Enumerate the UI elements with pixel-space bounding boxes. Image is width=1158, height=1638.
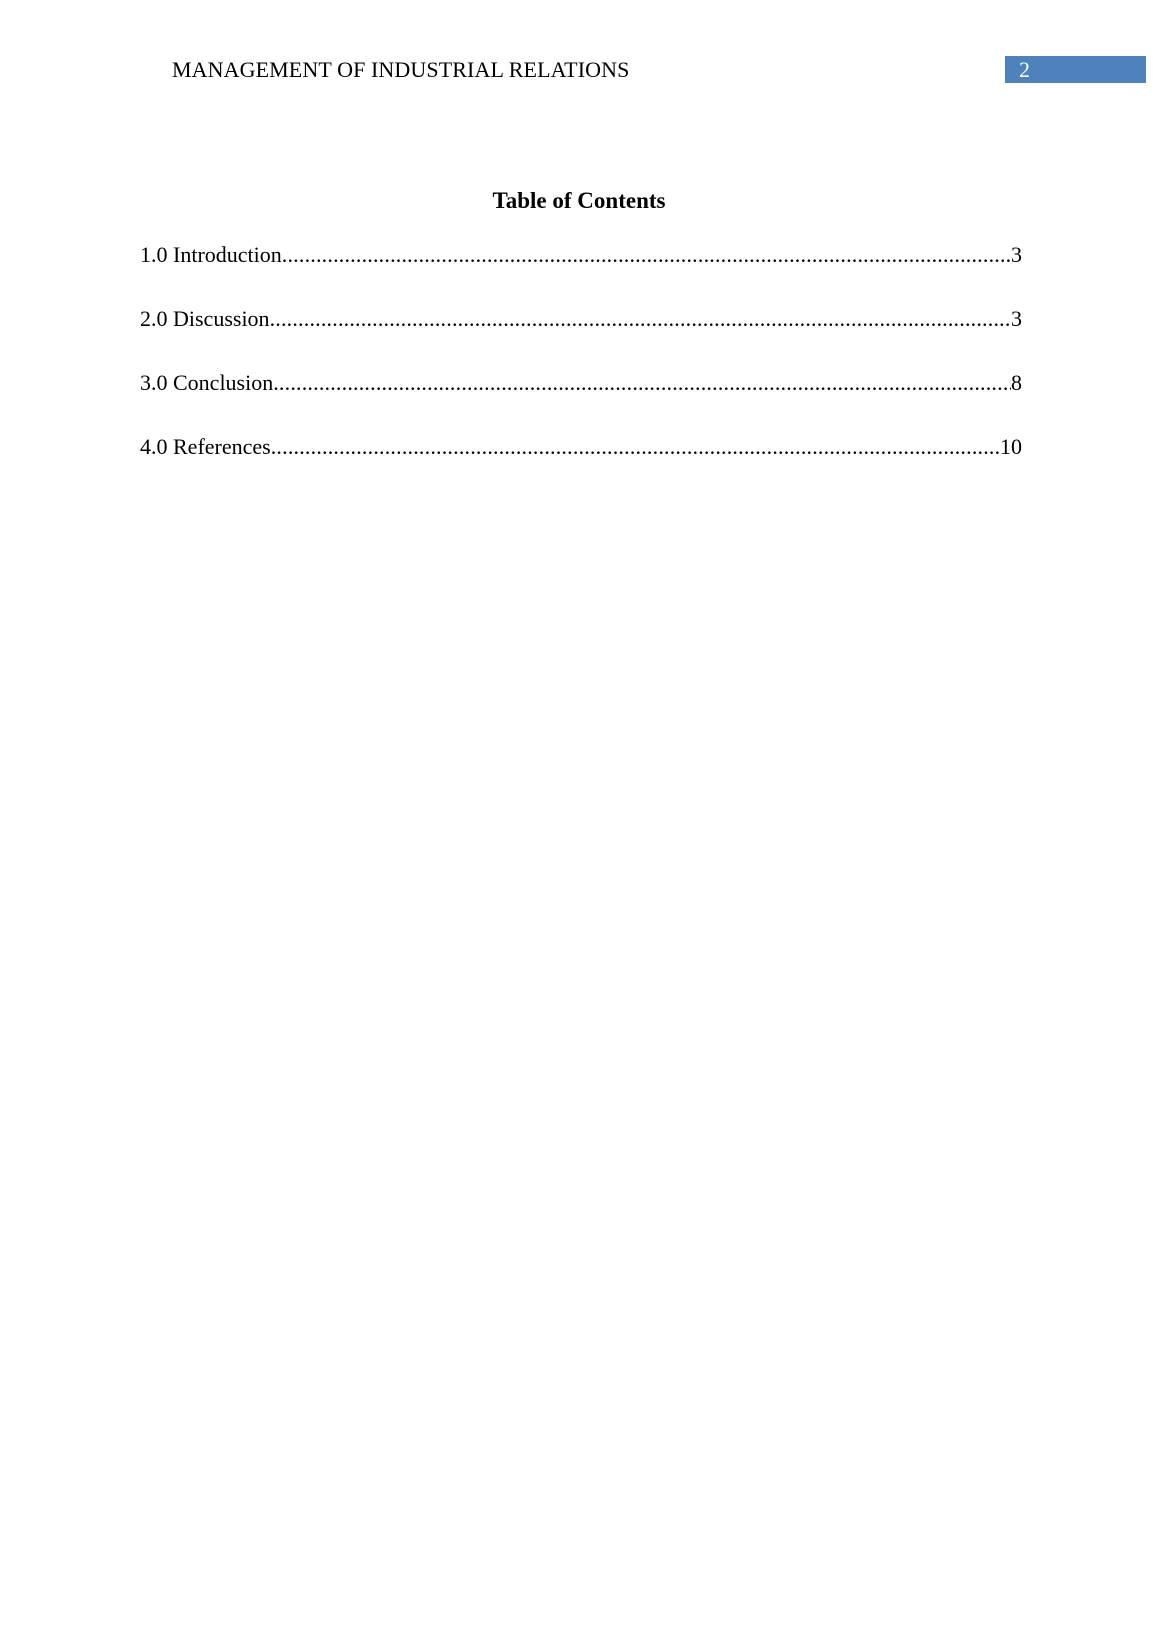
toc-entry-label: 3.0 Conclusion (140, 370, 274, 395)
toc-entry-conclusion[interactable] (140, 368, 1022, 398)
toc-dot-leader (271, 432, 1000, 462)
toc-entry-page-number: 10 (1000, 434, 1022, 459)
page-number-box (1005, 56, 1146, 83)
toc-entry-references[interactable] (140, 432, 1022, 462)
toc-entry-introduction[interactable] (140, 240, 1022, 270)
toc-entry-page-number: 8 (1011, 370, 1022, 395)
toc-dot-leader (282, 240, 1011, 270)
toc-entry-page-number: 3 (1011, 242, 1022, 267)
toc-entry-label: 2.0 Discussion (140, 306, 270, 331)
running-head: MANAGEMENT OF INDUSTRIAL RELATIONS (172, 57, 630, 82)
toc-entry-page-number: 3 (1011, 306, 1022, 331)
toc-entry-label: 4.0 References (140, 434, 271, 459)
toc-entry-discussion[interactable] (140, 304, 1022, 334)
toc-entry-label: 1.0 Introduction (140, 242, 282, 267)
toc-title: Table of Contents (492, 188, 666, 213)
toc-dot-leader (270, 304, 1011, 334)
toc-dot-leader (273, 368, 1011, 398)
toc-list (140, 240, 1022, 462)
page-number: 2 (1019, 57, 1030, 82)
